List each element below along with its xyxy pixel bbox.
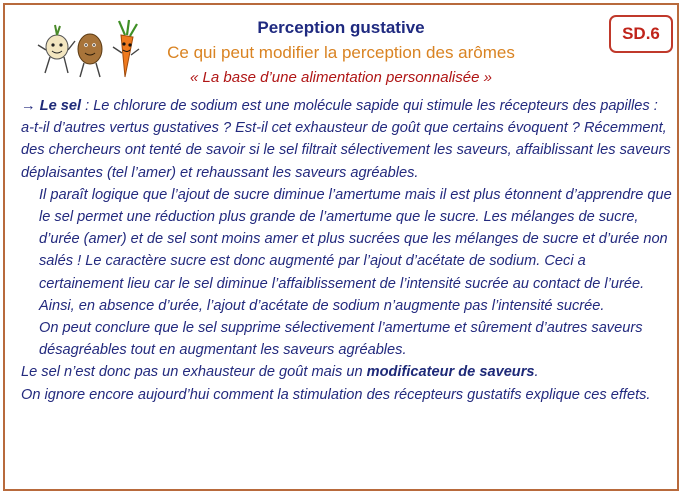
keyword-le-sel: Le sel <box>39 98 82 114</box>
arrow-right-icon: → <box>21 98 36 114</box>
paragraph-4 <box>21 361 673 383</box>
page-title: Perception gustative <box>257 18 425 37</box>
paragraph-5: On ignore encore aujourd’hui comment la stimulation des récepteurs gustatifs explique ces effets. <box>21 386 651 403</box>
paragraph-1-text: : Le chlorure de sodium est une molécule sapide qui stimule les récepteurs des papilles : a-t-il d’autres vertus gustatives ? Est-il cet exhausteur de goût que certains évoquent ? Récemment, des chercheurs ont tenté de savoir si le sel filtrait sélectivement les saveurs, affaiblissant les saveurs déplaisantes (tel l’amer) et rehaussant les saveurs agréables. <box>21 98 671 181</box>
keyword-modificateur: modificateur de saveurs <box>366 364 535 381</box>
paragraph-4-after: . <box>534 364 539 381</box>
paragraph-3: On peut conclure que le sel supprime sélectivement l’amertume et sûrement d’autres saveurs désagréables tout en augmentant les saveurs agréables. <box>39 320 643 359</box>
sheet-code-badge: SD.6 <box>609 15 673 53</box>
article-body <box>21 95 673 406</box>
document-frame <box>3 3 679 491</box>
paragraph-2: Il paraît logique que l’ajout de sucre diminue l’amertume mais il est plus étonnent d’apprendre que le sel permet une réduction plus grande de l’amertume que le sucre. Les mélanges de sucre, d’urée (amer) et de sel sont moins amer et plus sucrées que les mélanges de sucre et d’urée non salés ! Le caractère sucre est donc augmenté par l’ajout d’acétate de sodium. Ceci a certainement lieu car le sel diminue l’affaiblissement de l’intensité sucrée au contact de l’urée. Ainsi, en absence d’urée, l’ajout d’acétate de sodium n’augmente pas l’intensité sucrée. <box>39 186 672 314</box>
page-subtitle: Ce qui peut modifier la perception des arômes <box>167 43 515 62</box>
page-tagline: « La base d’une alimentation personnalisée » <box>190 69 492 86</box>
paragraph-4-before: Le sel n’est donc pas un exhausteur de goût mais un <box>21 364 367 381</box>
paragraph-le-sel <box>21 95 673 184</box>
